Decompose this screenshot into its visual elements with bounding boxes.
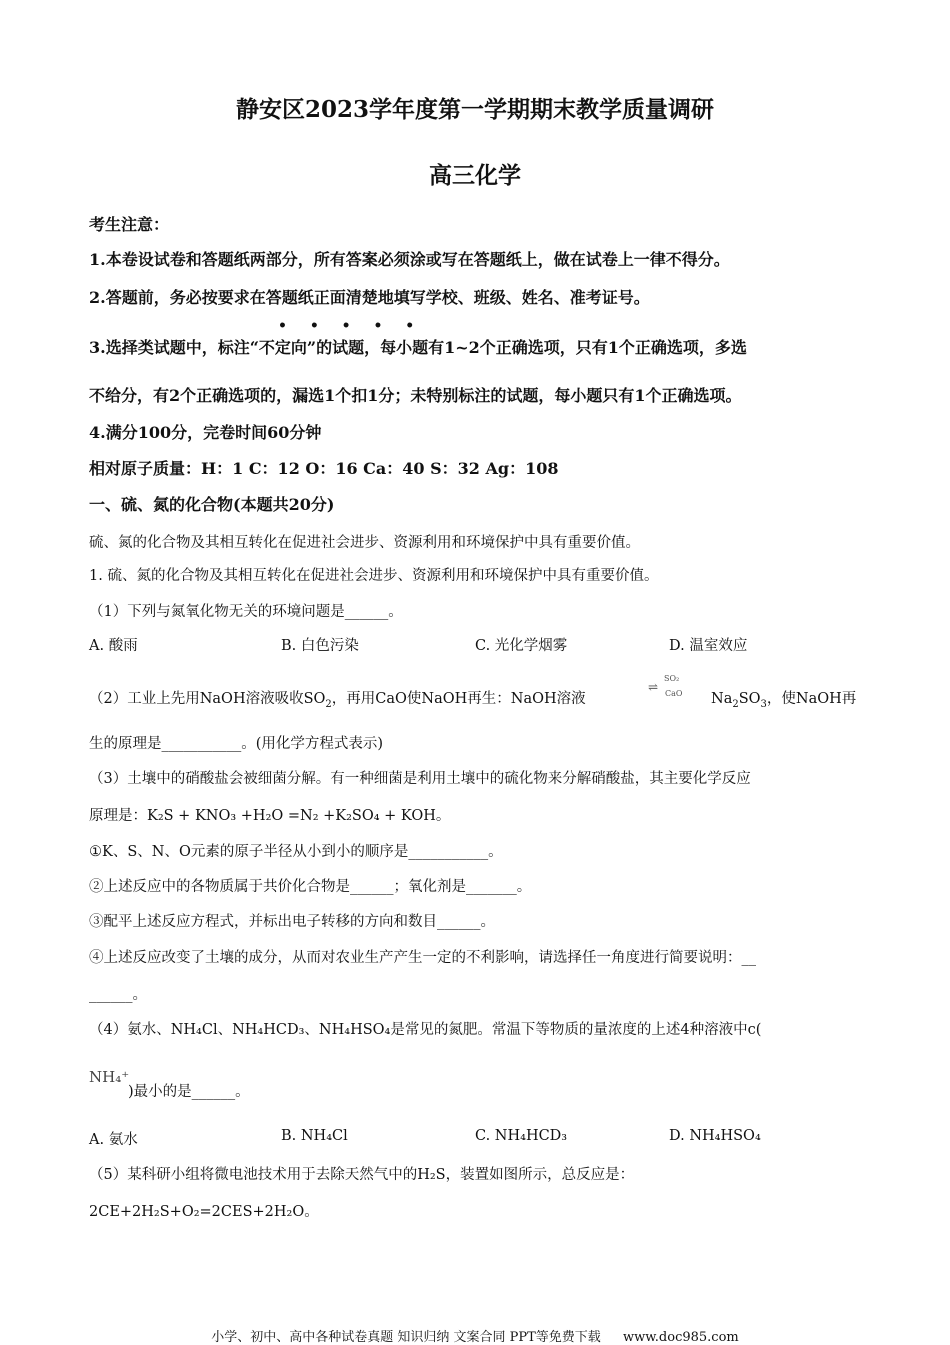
arrow-symbol: ⇌ xyxy=(648,680,659,694)
question-1-1: （1）下列与氮氧化物无关的环境问题是______。 xyxy=(89,604,403,620)
exam-title: 静安区2023学年度第一学期期末教学质量调研 xyxy=(235,96,714,123)
q1-2-part-1: （2）工业上先用NaOH溶液吸收SO xyxy=(89,691,326,707)
q1-1-option-a: A. 酸雨 xyxy=(89,638,138,654)
notice-item-2: 2.答题前，务必按要求在答题纸正面清楚地填写学校、班级、姓名、准考证号。 xyxy=(89,288,650,307)
q1-2-part-5: ，使NaOH再 xyxy=(766,691,857,707)
arrow-reagent-bottom: CaO xyxy=(665,689,683,698)
q1-2-part-3: Na xyxy=(711,691,733,707)
q1-1-option-b: B. 白色污染 xyxy=(281,638,359,654)
question-1-3-d-line-1: ④上述反应改变了土壤的成分，从而对农业生产产生一定的不利影响，请选择任一角度进行简要说明：__ xyxy=(89,950,756,966)
q1-4-option-b: B. NH₄Cl xyxy=(281,1128,348,1144)
question-1-3-b: ②上述反应中的各物质属于共价化合物是______；氧化剂是_______。 xyxy=(89,879,532,895)
so3-subscript: 3 xyxy=(760,698,767,710)
q1-1-option-d: D. 温室效应 xyxy=(669,638,748,654)
arrow-reagent-top: SO₂ xyxy=(664,674,680,683)
q1-1-option-c: C. 光化学烟雾 xyxy=(475,638,568,654)
section-heading: 一、硫、氮的化合物(本题共20分) xyxy=(89,495,335,514)
q1-4-option-c: C. NH₄HCD₃ xyxy=(475,1128,568,1144)
question-1-5-line-2: 2CE+2H₂S+O₂=2CES+2H₂O。 xyxy=(89,1204,319,1220)
notice-heading: 考生注意： xyxy=(89,215,170,234)
question-1-3-a: ①K、S、N、O元素的原子半径从小到小的顺序是___________。 xyxy=(89,844,503,860)
notice-item-3-line-1: 3.选择类试题中，标注“不定向”的试题，每小题有1~2个正确选项，只有1个正确选项，多选 xyxy=(89,338,747,357)
emphasis-dots: • • • • • xyxy=(278,318,424,334)
question-1-3-line-1: （3）土壤中的硝酸盐会被细菌分解。有一种细菌是利用土壤中的硫化物来分解硝酸盐，其主要化学反应 xyxy=(89,771,751,787)
notice-item-3-line-2: 不给分，有2个正确选项的，漏选1个扣1分；未特别标注的试题，每小题只有1个正确选项。 xyxy=(89,386,742,405)
footer-site-link[interactable]: www.doc985.com xyxy=(622,1330,739,1345)
question-1-4-line-1: （4）氨水、NH₄Cl、NH₄HCD₃、NH₄HSO₄是常见的氮肥。常温下等物质的量浓度的上述4种溶液中c( xyxy=(89,1022,762,1038)
notice-item-1: 1.本卷设试卷和答题纸两部分，所有答案必须涂或写在答题纸上，做在试卷上一律不得分。 xyxy=(89,250,730,269)
q1-4-option-d: D. NH₄HSO₄ xyxy=(669,1128,761,1144)
question-1-2-line-1 xyxy=(89,687,586,710)
question-1-2-line-1-end xyxy=(711,687,856,710)
na2-subscript: 2 xyxy=(732,698,739,710)
question-1-4-line-2: )最小的是______。 xyxy=(128,1084,250,1100)
atomic-mass-line: 相对原子质量：H：1 C：12 O：16 Ca：40 S：32 Ag：108 xyxy=(89,459,559,478)
question-1-stem: 1. 硫、氮的化合物及其相互转化在促进社会进步、资源利用和环境保护中具有重要价值。 xyxy=(89,568,659,584)
question-1-3-c: ③配平上述反应方程式，并标出电子转移的方向和数目______。 xyxy=(89,914,495,930)
section-intro: 硫、氮的化合物及其相互转化在促进社会进步、资源利用和环境保护中具有重要价值。 xyxy=(89,535,640,551)
reaction-arrow xyxy=(648,674,698,700)
exam-subtitle: 高三化学 xyxy=(429,162,521,189)
question-1-5-line-1: （5）某科研小组将微电池技术用于去除天然气中的H₂S，装置如图所示，总反应是： xyxy=(89,1167,635,1183)
question-1-2-line-2: 生的原理是___________。(用化学方程式表示) xyxy=(89,736,384,752)
footer-text: 小学、初中、高中各种试卷真题 知识归纳 文案合同 PPT等免费下载 xyxy=(211,1330,601,1345)
page-footer xyxy=(0,1326,950,1345)
question-1-3-d-line-2: ______。 xyxy=(89,987,147,1003)
q1-2-part-2: ，再用CaO使NaOH再生：NaOH溶液 xyxy=(331,691,586,707)
ammonium-ion-formula: NH₄⁺ xyxy=(89,1068,130,1086)
question-1-3-line-2: 原理是：K₂S + KNO₃ +H₂O =N₂ +K₂SO₄ + KOH。 xyxy=(89,808,451,824)
notice-item-4: 4.满分100分，完卷时间60分钟 xyxy=(89,423,322,442)
q1-2-part-4: SO xyxy=(738,691,761,707)
q1-4-option-a: A. 氨水 xyxy=(89,1132,138,1148)
so2-subscript: 2 xyxy=(325,698,332,710)
